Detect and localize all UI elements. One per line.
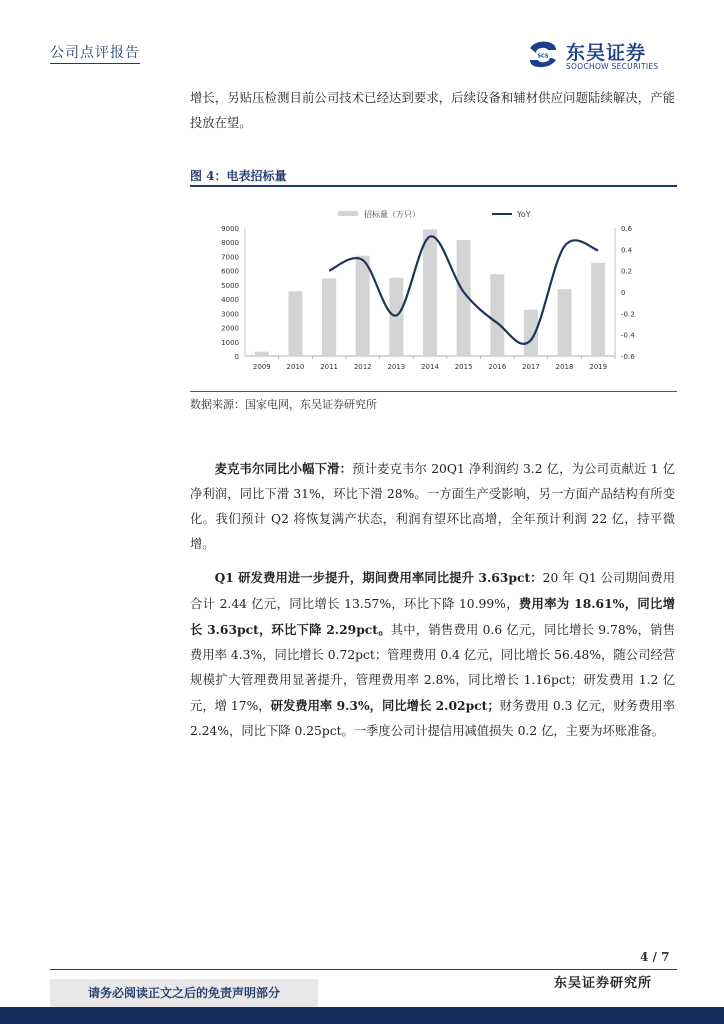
figure-title: 图 4：电表招标量 (190, 169, 287, 183)
legend-line-label: YoY (517, 210, 531, 219)
bar (322, 278, 336, 356)
bar (423, 229, 437, 356)
paragraph-mcwell (190, 456, 675, 557)
y-left-tick-label: 7000 (221, 253, 239, 262)
figure-source: 数据来源：国家电网，东吴证券研究所 (190, 398, 377, 411)
expenses-rate: 费用率为 18.61%，同比增长 3.63pct，环比下降 2.29pct。 (190, 596, 675, 637)
y-left-tick-label: 4000 (221, 296, 239, 305)
logo-mark-text: SCS (537, 53, 549, 60)
bid-volume-chart (190, 188, 677, 388)
x-tick-label: 2013 (387, 363, 406, 371)
paragraph-expenses (190, 565, 675, 744)
report-type-label: 公司点评报告 (50, 42, 140, 64)
x-tick-label: 2018 (555, 363, 574, 371)
logo-en-text: SOOCHOW SECURITIES (566, 62, 659, 71)
x-tick-label: 2016 (488, 363, 507, 371)
bar (490, 274, 504, 356)
legend-bar-swatch (338, 211, 358, 216)
bar (591, 263, 605, 356)
intro-paragraph: 增长，另贴压检测目前公司技术已经达到要求，后续设备和辅材供应问题陆续解决，产能投放在望。 (190, 91, 675, 130)
x-tick-label: 2011 (320, 363, 339, 371)
y-right-tick-label: 0.4 (621, 246, 633, 255)
y-left-tick-label: 1000 (221, 338, 239, 347)
institute-name: 东吴证券研究所 (554, 976, 653, 991)
footer-rule (50, 969, 677, 970)
y-right-tick-label: -0.6 (621, 353, 635, 361)
y-left-tick-label: 5000 (221, 281, 239, 290)
disclaimer-link[interactable]: 请务必阅读正文之后的免责声明部分 (50, 979, 318, 1007)
x-tick-label: 2017 (521, 363, 540, 371)
expenses-lead: Q1 研发费用进一步提升，期间费用率同比提升 3.63pct： (214, 570, 543, 585)
y-right-tick-label: 0 (621, 289, 626, 297)
y-left-tick-label: 0 (234, 353, 239, 361)
y-left-tick-label: 6000 (221, 267, 239, 276)
bar (255, 352, 269, 356)
y-right-tick-label: -0.4 (621, 331, 635, 340)
logo-mark-icon (526, 38, 560, 72)
legend-bar-label: 招标量（万只） (364, 210, 420, 219)
figure-bottom-rule (190, 391, 677, 392)
x-tick-label: 2015 (454, 363, 473, 371)
bar (389, 278, 403, 356)
expenses-breakdown: 其中，销售费用 0.6 亿元，同比增长 9.78%，销售费用率 4.3%，同比增长 0.72pct；管理费用 0.4 亿元，同比增长 56.48%，随公司经营规模扩大管理费用显著提升，管理费用率 2.8%，同比增长 1.16pct；研发费用 1.2 亿元，增 17%， (190, 623, 675, 713)
y-right-tick-label: -0.2 (621, 310, 635, 319)
x-tick-label: 2010 (286, 363, 305, 371)
y-left-tick-label: 9000 (221, 225, 239, 233)
company-logo (526, 38, 676, 72)
y-left-tick-label: 2000 (221, 324, 239, 333)
bar (356, 256, 370, 356)
x-tick-label: 2012 (353, 363, 372, 371)
bar (558, 289, 572, 356)
y-right-tick-label: 0.6 (621, 225, 633, 233)
page-number: 4 / 7 (640, 950, 670, 964)
y-left-tick-label: 8000 (221, 239, 239, 248)
x-tick-label: 2009 (252, 363, 271, 371)
y-left-tick-label: 3000 (221, 310, 239, 319)
x-tick-label: 2014 (421, 363, 439, 371)
paragraph-mcwell-lead: 麦克韦尔同比小幅下滑： (214, 461, 353, 476)
expenses-finance: 财务费用 0.3 亿元，财务费用率 2.24%，同比下降 0.25pct。一季度公司计提信用减值损失 0.2 亿，主要为坏账准备。 (190, 699, 676, 738)
x-tick-label: 2019 (589, 363, 608, 371)
bar (288, 291, 302, 356)
figure-top-rule (190, 185, 677, 187)
footer-bar (0, 1007, 724, 1024)
expenses-total: 20 年 Q1 公司期间费用合计 2.44 亿元，同比增长 13.57%，环比下降 10.99%， (190, 571, 675, 611)
logo-cn-text: 东吴证券 (566, 42, 647, 64)
rd-rate: 研发费用率 9.3%，同比增长 2.02pct； (270, 698, 500, 713)
paragraph-mcwell-body: 预计麦克韦尔 20Q1 净利润约 3.2 亿，为公司贡献近 1 亿净利润，同比下滑 31%，环比下滑 28%。一方面生产受影响，另一方面产品结构有所变化。我们预计 Q2 将恢复满产状态，利润有望环比高增，全年预计利润 22 亿，持平微增。 (190, 462, 675, 551)
y-right-tick-label: 0.2 (621, 267, 633, 276)
